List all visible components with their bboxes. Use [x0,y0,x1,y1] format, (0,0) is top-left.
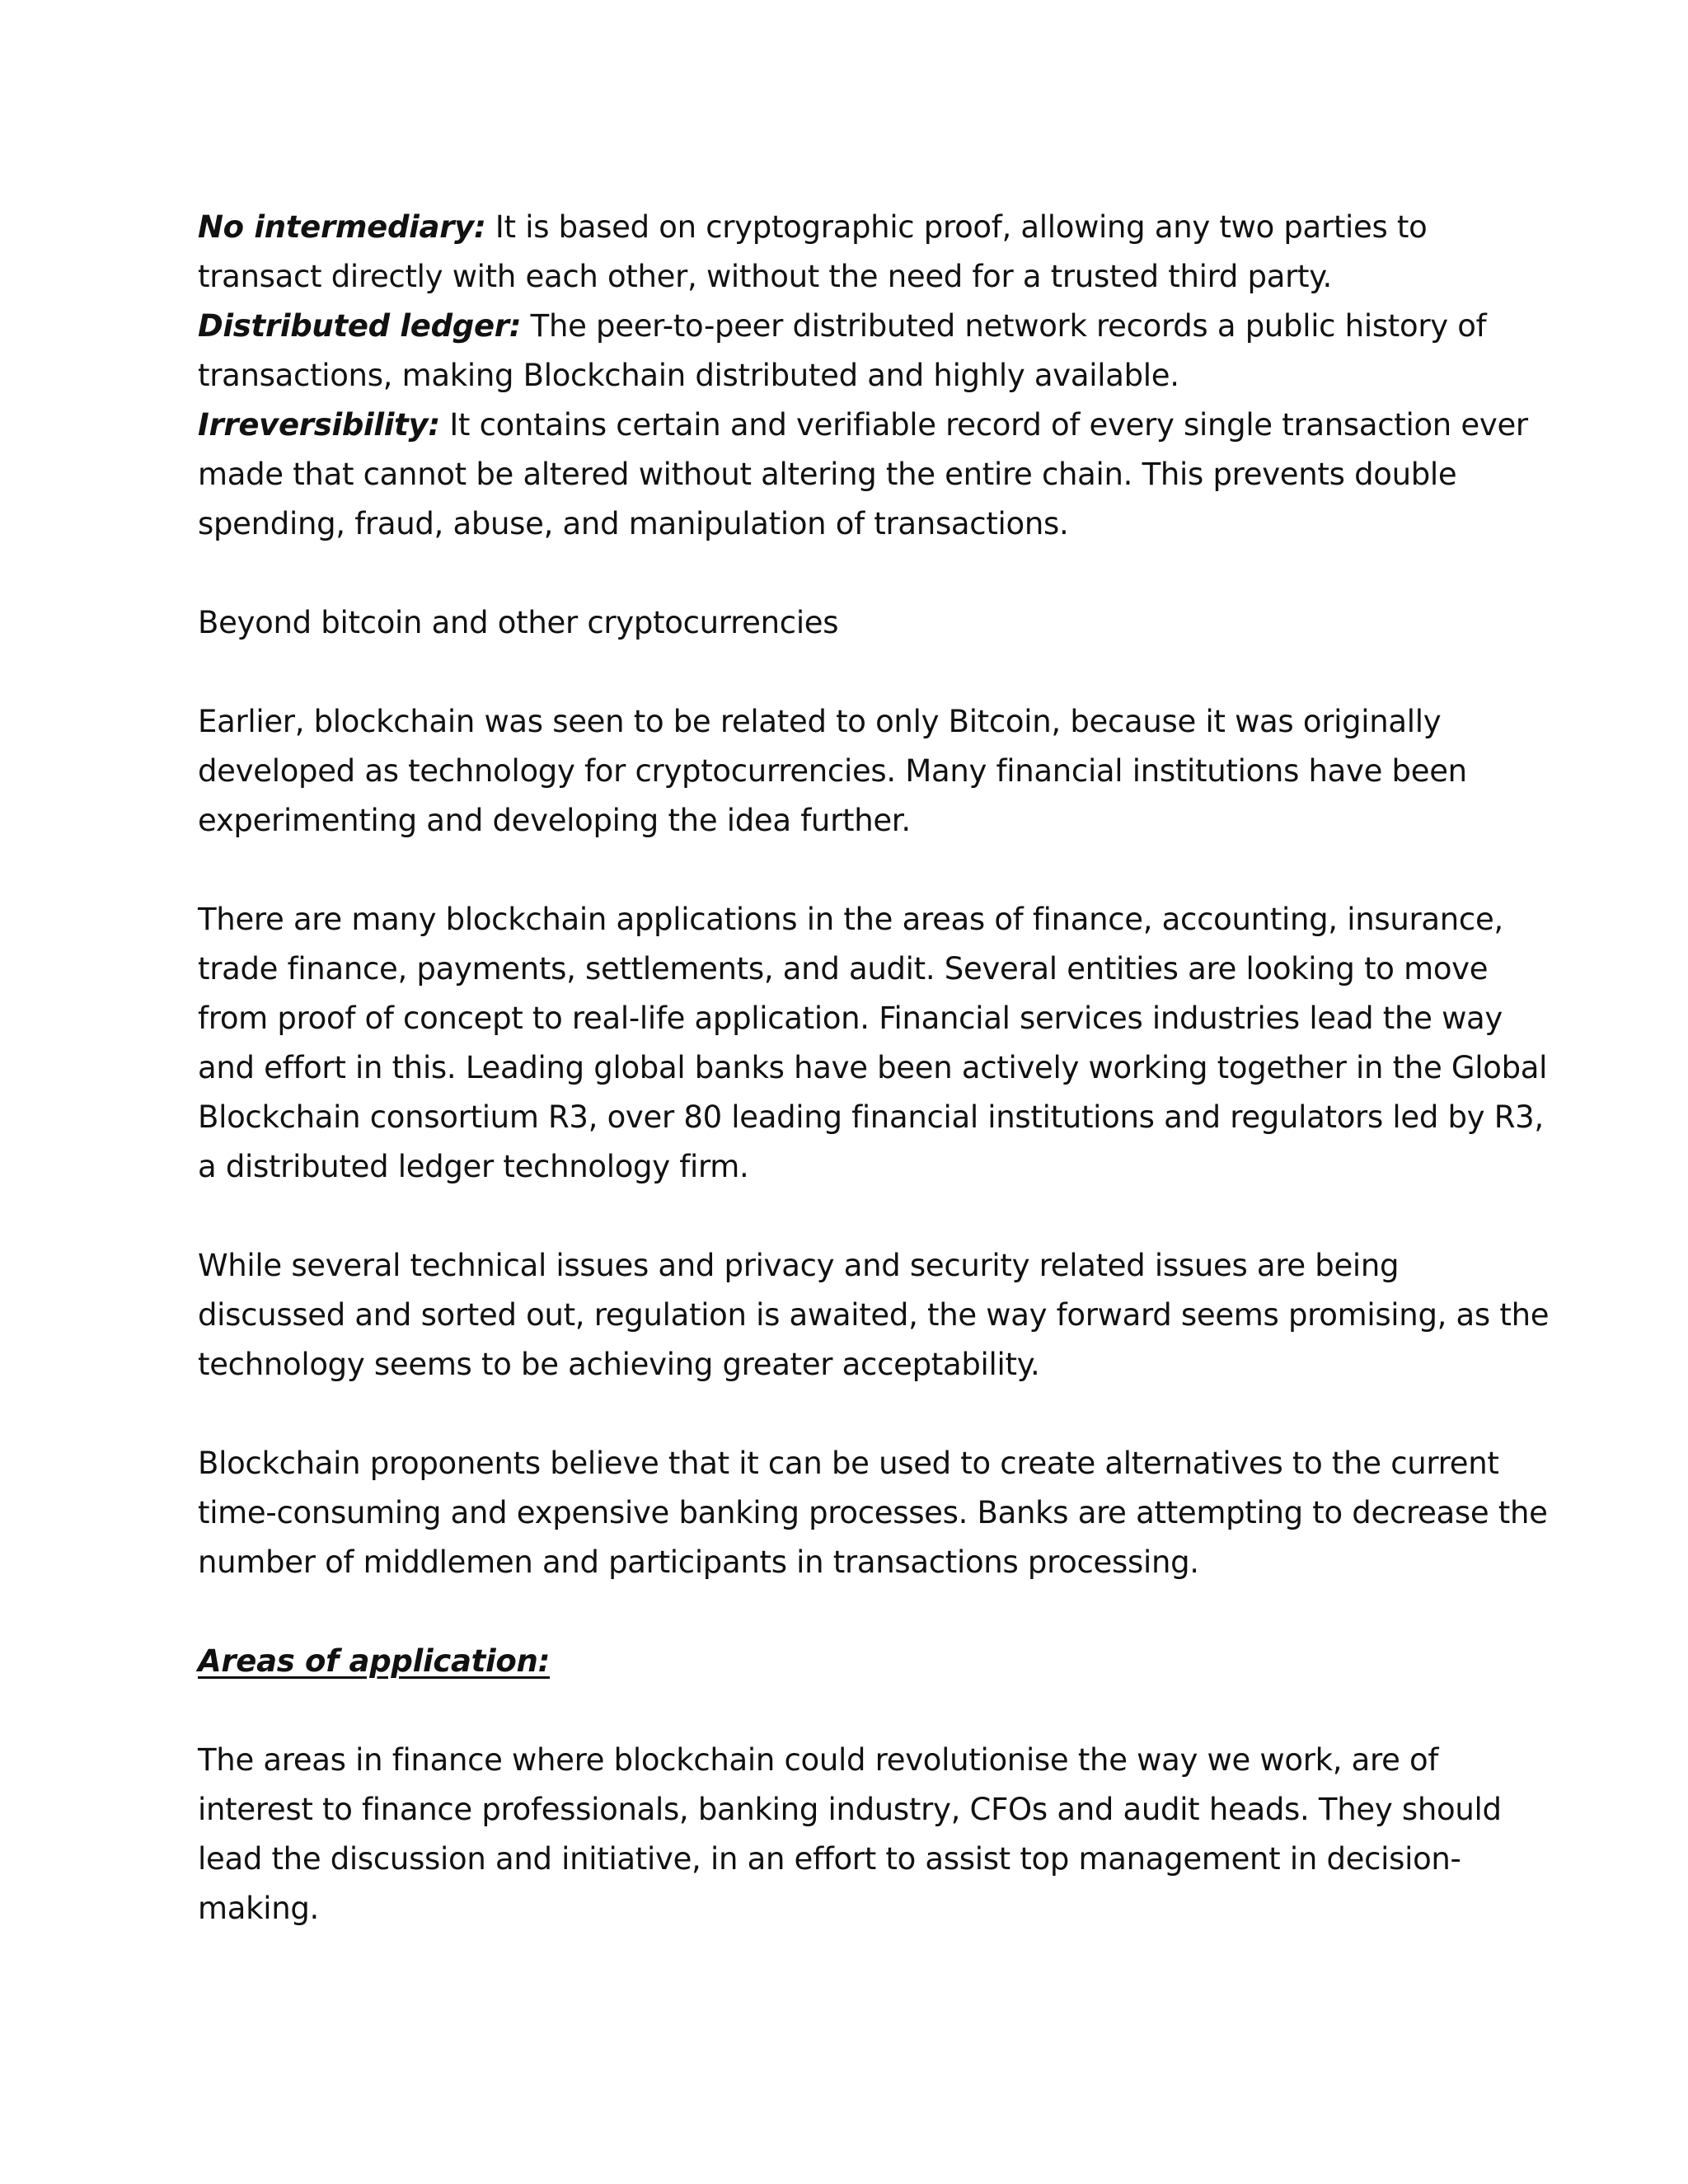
paragraph-proponents: Blockchain proponents believe that it can be used to create alternatives to the current time-consuming and expensive banking processes. Banks are attempting to decrease the number of middlemen and participants in transactions processing. [198,1446,1548,1580]
areas-heading [198,1637,1550,1686]
paragraph-origins: Earlier, blockchain was seen to be related to only Bitcoin, because it was originally developed as technology for cryptocurrencies. Many financial institutions have been experimenting and developing the idea further. [198,704,1467,838]
spacer [198,1390,1550,1439]
paragraph-applications: There are many blockchain applications in the areas of finance, accounting, insurance, trade finance, payments, settlements, and audit. Several entities are looking to move from proof of concept to real-life application. Financial services industries lead the way and effort in this. Leading global banks have been actively working together in the Global Blockchain consortium R3, over 80 leading financial institutions and regulators led by R3, a distributed ledger technology firm. [198,902,1548,1184]
document-body [198,203,1550,1933]
definition-irreversibility [198,401,1550,549]
spacer [198,549,1550,598]
definition-distributed-ledger [198,302,1550,401]
definition-term: No intermediary: [198,209,486,245]
definition-term: Irreversibility: [198,407,440,443]
definition-text: It contains certain and verifiable record of every single transaction ever made that cannot be altered without altering the entire chain. This prevents double spending, fraud, abuse, and manipulation of transactions. [198,407,1528,541]
definition-term: Distributed ledger: [198,308,522,344]
paragraph-issues: While several technical issues and privacy and security related issues are being discussed and sorted out, regulation is awaited, the way forward seems promising, as the technology seems to be achieving greater acceptability. [198,1248,1550,1382]
areas-heading-text: Areas of application: [198,1643,551,1679]
definition-text: The peer-to-peer distributed network records a public history of transactions, making Blockchain distributed and highly available. [198,308,1487,393]
spacer [198,1686,1550,1736]
spacer [198,1587,1550,1637]
definition-text: It is based on cryptographic proof, allowing any two parties to transact directly with each other, without the need for a trusted third party. [198,209,1428,294]
paragraph-areas: The areas in finance where blockchain could revolutionise the way we work, are of interest to finance professionals, banking industry, CFOs and audit heads. They should lead the discussion and initiative, in an effort to assist top management in decision-making. [198,1742,1502,1926]
section-title: Beyond bitcoin and other cryptocurrencies [198,605,839,640]
definition-no-intermediary [198,203,1550,302]
spacer [198,648,1550,697]
spacer [198,1192,1550,1241]
spacer [198,846,1550,895]
